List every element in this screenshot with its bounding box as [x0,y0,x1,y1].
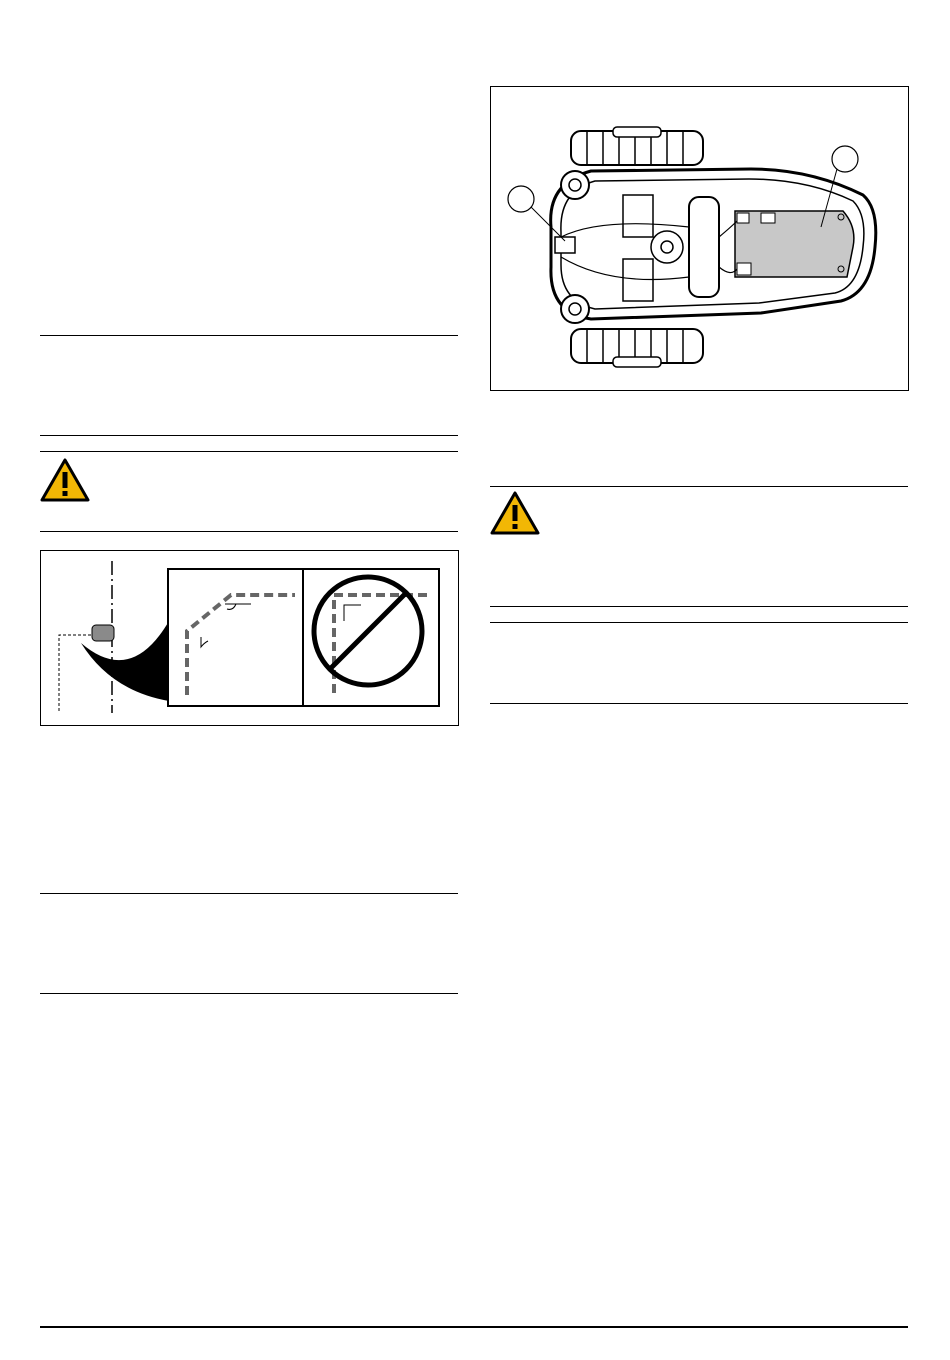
warning-triangle-icon [40,458,90,502]
right-note-top-rule [490,622,908,623]
right-warning-bottom-rule [490,606,908,607]
left-warning-bottom-rule [40,531,458,532]
mower-underside-figure [490,86,909,391]
circuit-board [735,211,854,277]
left-warning-top-rule [40,451,458,452]
footer-rule [40,1326,908,1328]
right-note-bottom-rule [490,703,908,704]
right-warning-top-rule [490,486,908,487]
warning-triangle-icon [490,491,540,535]
cable-connector-icon [92,625,114,641]
left-rule-3 [40,893,458,894]
left-rule-2 [40,435,458,436]
left-rule-4 [40,993,458,994]
left-rule-1 [40,335,458,336]
cable-corner-figure [40,550,459,726]
